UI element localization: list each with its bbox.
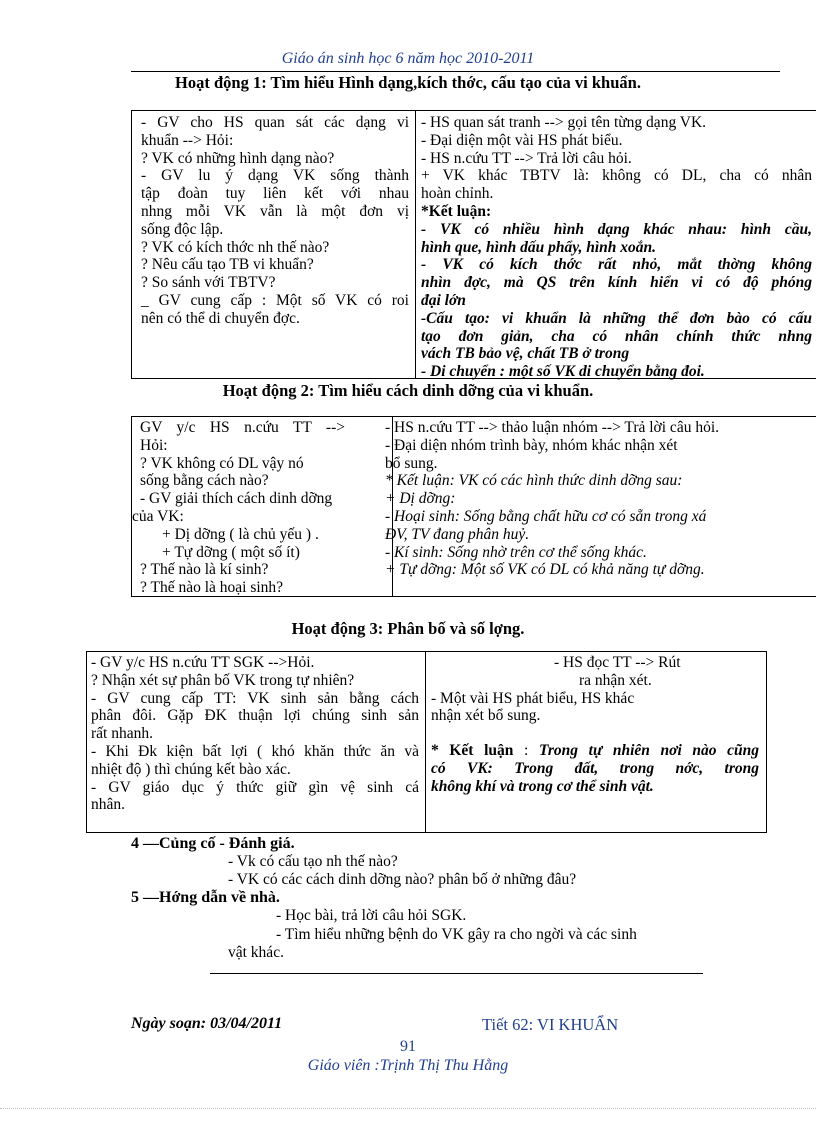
a3-conclusion-text: Trong tự nhiên nơi nào cũng bbox=[538, 742, 760, 760]
a1-left-line: _ GV cung cấp : Một số VK có roi bbox=[141, 291, 409, 309]
a1-right-line: hoàn chỉnh. bbox=[421, 185, 494, 203]
a1-conclusion-line: - Di chuyển : một số VK di chuyển bằng đoi. bbox=[421, 363, 705, 381]
a3-left-line: nhân. bbox=[91, 796, 126, 814]
header-rule bbox=[131, 71, 780, 72]
a2-left-line: của VK: bbox=[132, 507, 184, 525]
activity2-left bbox=[132, 419, 386, 597]
a1-conclusion-line: đại lớn bbox=[421, 291, 466, 309]
a1-right-line: - HS n.cứu TT --> Trả lời câu hỏi. bbox=[421, 149, 632, 167]
a1-left-line: tập đoàn tuy liên kết với nhau bbox=[141, 185, 409, 203]
activity1-right bbox=[421, 114, 812, 381]
a2-right-line: - Hoại sinh: Sống bằng chất hữu cơ có sẵn trong xá bbox=[385, 507, 707, 525]
a3-left-line: - GV y/c HS n.cứu TT SGK -->Hỏi. bbox=[91, 654, 315, 671]
a3-left-line: ? Nhận xét sự phân bố VK trong tự nhiên? bbox=[91, 671, 355, 689]
a1-conclusion-line: tạo đơn giản, cha có nhân chính thức nhng bbox=[421, 327, 812, 345]
a1-conclusion-line: - VK có kích thớc rất nhỏ, mắt thờng không bbox=[421, 256, 812, 274]
a1-conclusion-line: -Cấu tạo: vi khuẩn là những thể đơn bào có cấu bbox=[421, 309, 812, 327]
a1-left-line: khuẩn --> Hỏi: bbox=[141, 131, 234, 149]
a1-left-line: nên có thể di chuyển đợc. bbox=[141, 309, 300, 327]
activity1-left bbox=[141, 114, 409, 328]
a2-right-line: bổ sung. bbox=[385, 454, 438, 472]
activity3-right bbox=[431, 654, 759, 796]
a1-conclusion-line: - VK có nhiều hình dạng khác nhau: hình cầu, bbox=[421, 220, 812, 238]
a2-right-line: + Dị dỡng: bbox=[385, 490, 456, 508]
a3-right-line: nhận xét bổ sung. bbox=[431, 707, 541, 725]
bottom-rule bbox=[210, 973, 703, 974]
a1-conclusion-line: vách TB bảo vệ, chất TB ở trong bbox=[421, 345, 630, 363]
activity3-title: Hoạt động 3: Phân bố và số lợng. bbox=[291, 619, 525, 638]
activity1-title: Hoạt động 1: Tìm hiểu Hình dạng,kích thớc, cấu tạo của vi khuẩn. bbox=[175, 73, 641, 92]
a3-left-line: phân đôi. Gặp ĐK thuận lợi chúng sinh sản bbox=[91, 707, 419, 725]
activity3-divider bbox=[425, 651, 426, 833]
section5-title: 5 —Hớng dẫn về nhà. bbox=[131, 889, 280, 906]
a1-left-line: ? Nêu cấu tạo TB vi khuẩn? bbox=[141, 256, 314, 274]
a3-right-top-line: - HS đọc TT --> Rút bbox=[554, 654, 681, 671]
section4-title: 4 —Củng cố - Đánh giá. bbox=[131, 835, 295, 852]
a1-right-line: - HS quan sát tranh --> gọi tên từng dạng VK. bbox=[421, 114, 707, 131]
a1-left-line: sống độc lập. bbox=[141, 220, 224, 238]
a2-right-line: ĐV, TV đang phân huỷ. bbox=[385, 525, 530, 543]
a3-left-line: nhiệt độ ) thì chúng kết bào xác. bbox=[91, 760, 291, 778]
a3-conclusion-sep: : bbox=[513, 742, 539, 760]
activity2-title: Hoạt động 2: Tìm hiểu cách dinh dỡng của vi khuẩn. bbox=[222, 381, 594, 400]
a2-left-line: + Tự dỡng ( một số ít) bbox=[162, 543, 300, 561]
a1-conclusion-line: hình que, hình dấu phẩy, hình xoắn. bbox=[421, 238, 657, 256]
teacher-footer: Giáo viên :Trịnh Thị Thu Hằng bbox=[307, 1057, 509, 1074]
a3-conclusion-line: có VK: Trong đất, trong nớc, trong bbox=[431, 759, 759, 777]
a1-left-line: ? So sánh với TBTV? bbox=[141, 274, 276, 292]
a3-left-line: rất nhanh. bbox=[91, 725, 153, 743]
a1-left-line: ? VK có kích thớc nh thế nào? bbox=[141, 238, 330, 256]
section4-item: - Vk có cấu tạo nh thế nào? bbox=[228, 853, 398, 870]
a1-left-line: nhng mỗi VK vẫn là một đơn vị bbox=[141, 202, 409, 220]
a1-conclusion-line: nhìn đợc, mà QS trên kính hiển vi có độ phóng bbox=[421, 274, 812, 292]
a3-left-line: - GV cung cấp TT: VK sinh sản bằng cách bbox=[91, 689, 419, 707]
a2-left-line: ? Thế nào là hoại sinh? bbox=[140, 579, 284, 597]
a2-right-line: - Kí sinh: Sống nhờ trên cơ thể sống khác. bbox=[385, 543, 647, 561]
a1-left-line: - GV cho HS quan sát các dạng vi bbox=[141, 114, 409, 131]
section4-item: - VK có các cách dinh dỡng nào? phân bố ở những đâu? bbox=[228, 871, 577, 888]
a1-conclusion-label: *Kết luận: bbox=[421, 202, 492, 220]
a2-left-line: + Dị dỡng ( là chủ yếu ) . bbox=[162, 525, 319, 543]
a3-left-line: - GV giáo dục ý thức giữ gìn vệ sinh cá bbox=[91, 778, 419, 796]
a1-right-line: - Đại diện một vài HS phát biểu. bbox=[421, 131, 623, 149]
a2-right-line: * Kết luận: VK có các hình thức dinh dỡng sau: bbox=[385, 472, 683, 490]
a2-left-line: GV y/c HS n.cứu TT --> bbox=[140, 419, 345, 436]
a1-left-line: ? VK có những hình dạng nào? bbox=[141, 149, 335, 167]
a3-right-line: - Một vài HS phát biểu, HS khác bbox=[431, 689, 635, 707]
section5-item: - Tìm hiểu những bệnh do VK gây ra cho ngời và các sinh bbox=[276, 926, 637, 943]
activity3-left bbox=[91, 654, 419, 814]
activity2-right bbox=[385, 419, 816, 579]
a2-left-line: ? Thế nào là kí sinh? bbox=[140, 561, 269, 579]
page-header: Giáo án sinh học 6 năm học 2010-2011 bbox=[281, 50, 535, 67]
a2-right-line: + Tự dỡng: Một số VK có DL có khả năng tự dỡng. bbox=[385, 561, 705, 579]
a2-left-line: Hỏi: bbox=[140, 436, 168, 454]
a3-conclusion-label: * Kết luận bbox=[431, 742, 514, 760]
preparation-date: Ngày soạn: 03/04/2011 bbox=[131, 1015, 283, 1032]
lesson-title: Tiết 62: VI KHUẨN bbox=[482, 1015, 619, 1034]
a2-left-line: sống bằng cách nào? bbox=[140, 472, 269, 490]
a2-right-line: - Đại diện nhóm trình bày, nhóm khác nhận xét bbox=[385, 436, 678, 454]
a3-right-top-line: ra nhận xét. bbox=[579, 671, 652, 689]
section5-item: vật khác. bbox=[228, 944, 284, 961]
a1-left-line: - GV lu ý dạng VK sống thành bbox=[141, 167, 409, 185]
a3-spacer bbox=[431, 725, 759, 742]
a2-right-line: - HS n.cứu TT --> thảo luận nhóm --> Trả lời câu hỏi. bbox=[385, 419, 719, 436]
section5-item: - Học bài, trả lời câu hỏi SGK. bbox=[276, 907, 467, 924]
a3-left-line: - Khi Đk kiện bất lợi ( khó khăn thức ăn và bbox=[91, 742, 419, 760]
a1-right-line: + VK khác TBTV là: không có DL, cha có nhân bbox=[421, 167, 812, 185]
a3-conclusion-line: không khí và trong cơ thể sinh vật. bbox=[431, 777, 654, 795]
a3-conclusion-line bbox=[431, 742, 759, 760]
page-edge-dotted-line bbox=[0, 1108, 816, 1109]
activity1-divider bbox=[415, 110, 416, 379]
a2-left-line: ? VK không có DL vậy nó bbox=[140, 454, 304, 472]
a2-left-line: - GV giải thích cách dinh dỡng bbox=[140, 490, 333, 508]
page-number: 91 bbox=[400, 1038, 416, 1055]
